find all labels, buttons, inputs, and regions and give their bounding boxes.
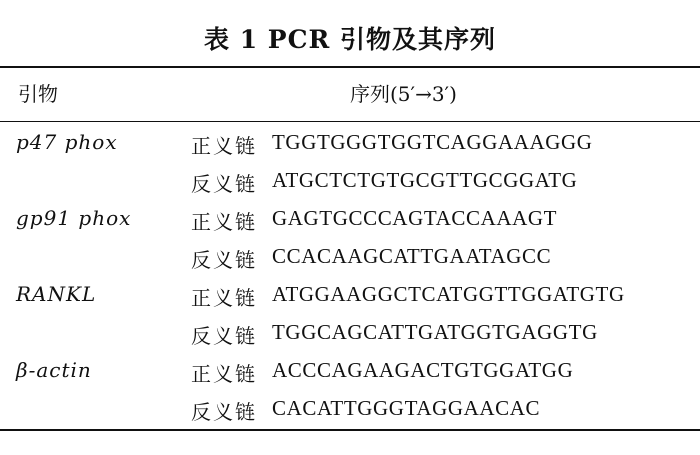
strand-label: 正义链: [191, 286, 257, 310]
header-sequence: 序列(5′→3′): [350, 82, 457, 106]
primer-name: gp91 phox: [16, 206, 132, 230]
primer-name: p47 phox: [16, 130, 118, 154]
primer-sequence: GAGTGCCCAGTACCAAAGT: [272, 206, 558, 230]
table-row: [0, 352, 700, 390]
table-row: [0, 314, 700, 352]
primer-sequence: ATGGAAGGCTCATGGTTGGATGTG: [272, 282, 625, 306]
table-row: [0, 124, 700, 162]
primer-sequence: CACATTGGGTAGGAACAC: [272, 396, 541, 420]
header-rule: [0, 121, 700, 122]
primer-sequence: ATGCTCTGTGCGTTGCGGATG: [272, 168, 578, 192]
strand-label: 反义链: [191, 172, 257, 196]
primer-name: β-actin: [16, 358, 92, 382]
primer-sequence: TGGCAGCATTGATGGTGAGGTG: [272, 320, 598, 344]
table-row: [0, 238, 700, 276]
strand-label: 正义链: [191, 210, 257, 234]
table-row: [0, 390, 700, 428]
primer-sequence: TGGTGGGTGGTCAGGAAAGGG: [272, 130, 593, 154]
bottom-rule: [0, 429, 700, 431]
primer-name: RANKL: [16, 282, 97, 306]
strand-label: 反义链: [191, 400, 257, 424]
primer-sequence: ACCCAGAAGACTGTGGATGG: [272, 358, 574, 382]
primer-sequence: CCACAAGCATTGAATAGCC: [272, 244, 552, 268]
strand-label: 正义链: [191, 134, 257, 158]
strand-label: 反义链: [191, 248, 257, 272]
header-primer: 引物: [18, 82, 58, 106]
strand-label: 正义链: [191, 362, 257, 386]
table-row: [0, 162, 700, 200]
table-row: [0, 200, 700, 238]
top-rule: [0, 66, 700, 68]
strand-label: 反义链: [191, 324, 257, 348]
table-row: [0, 276, 700, 314]
table-title: 表 1 PCR 引物及其序列: [204, 25, 496, 54]
